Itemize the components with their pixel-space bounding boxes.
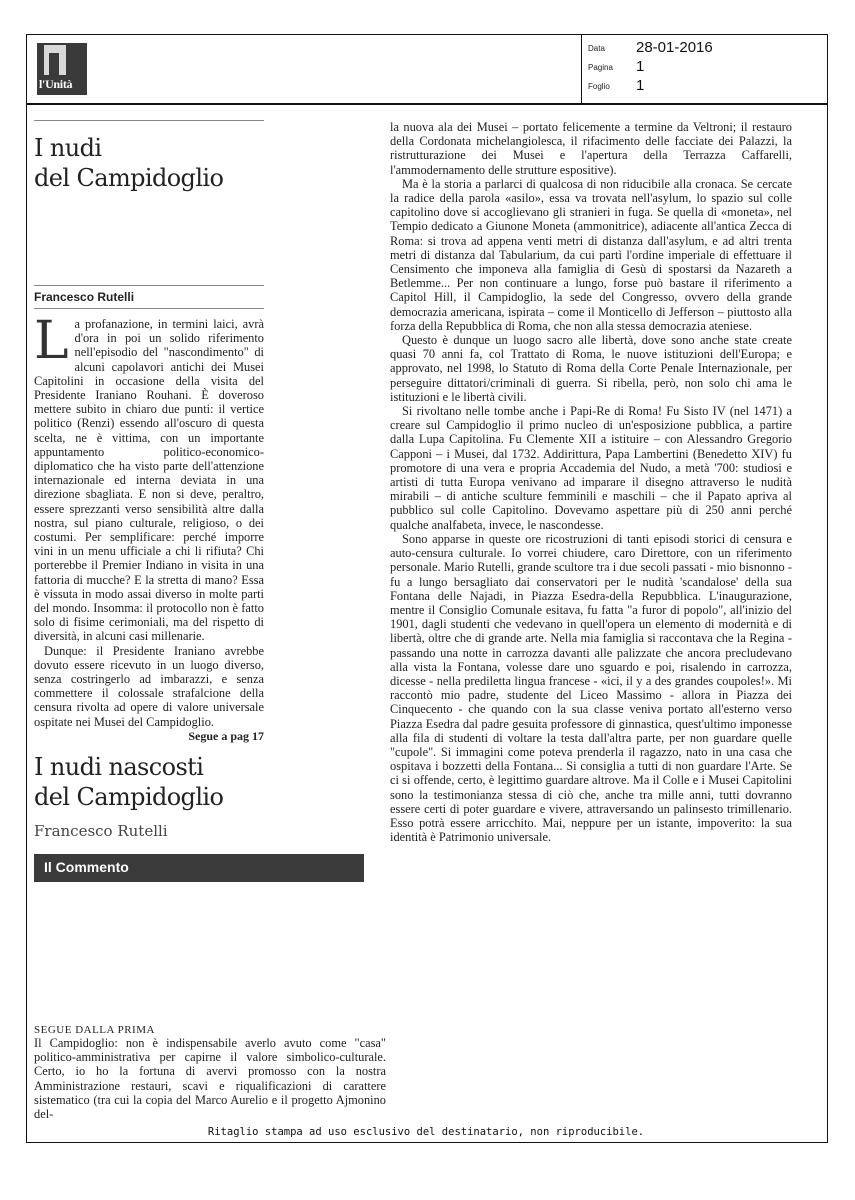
- inside-article-start: [34, 1024, 386, 1121]
- date-value: 28-01-2016: [636, 39, 713, 56]
- author-rule: [34, 285, 264, 286]
- meta-sheet-row: [588, 77, 818, 97]
- logo-text: l'Unità: [39, 77, 73, 91]
- front-paragraph-1: a profanazione, in termini laici, avrà d'ora in poi un solido riferimento nell'episodio del "nascondimento" di alcuni capolavori antichi dei Musei Capitolini in occasione della visita del Presidente Iraniano Rouhani. È doveroso mettere subito in chiaro due punti: il vertice politico (Renzi) essendo all'oscuro di questa scelta, ne è vittima, con un importante appuntamento politico-economico-diplomatico che ha visto parte dell'attenzione internazionale ed interna deviata in una direzione sbagliata. E non si deve, peraltro, essere sprezzanti verso sensibilità altre dalla nostra, sul piano culturale, religioso, o dei costumi. Per semplificare: perché imporre vini in un menu ufficiale a chi li rifiuta? Chi porterebbe il Premier Indiano in visita in una fattoria di mucche? E la stretta di mano? Essa è vissuta in modo assai diverso in molte parti del mondo. Insomma: il protocollo non è fatto solo di fisime cerimoniali, ma del rispetto di diversità, in alcuni casi millenarie.: [34, 317, 264, 644]
- inside-right-paragraph-4: Si rivoltano nelle tombe anche i Papi-Re di Roma! Fu Sisto IV (nel 1471) a creare sul Campidoglio il primo nucleo di un'esposizione pubblica, a partire dalla Lupa Capitolina. Fu Clemente XII a istituire – con Alessandro Gregorio Capponi – i Musei, dal 1732. Addirittura, Papa Lambertini (Benedetto XIV) fu promotore di una vera e propria Accademia del Nudo, a metà '700: studiosi e artisti di tutta Europa venivano ad imparare il disegno attraverso le nudità mirabili – di antiche sculture femminili e maschili – che il Papato apriva al pubblico sul colle Capitolino. Dovevamo aspettare più di 250 anni perché qualche analfabeta, invece, le nascondesse.: [390, 404, 792, 532]
- inside-headline: [34, 752, 264, 812]
- top-rule: [34, 120, 264, 121]
- inside-headline-line2: del Campidoglio: [34, 782, 224, 811]
- page-label: Pagina: [588, 63, 613, 72]
- header-frame: [26, 34, 828, 104]
- front-headline: [34, 133, 264, 193]
- date-label: Data: [588, 44, 605, 53]
- inside-author: Francesco Rutelli: [34, 821, 168, 840]
- front-body: [34, 311, 264, 729]
- front-page-article: [34, 120, 264, 882]
- front-headline-line1: I nudi: [34, 134, 102, 162]
- inside-right-paragraph-3: Questo è dunque un luogo sacro alle libertà, dove sono anche state create quasi 70 anni fa, col Trattato di Roma, le nuove istituzioni dell'Europa; e approvato, nel 1998, lo Statuto di Roma della Corte Penale Internazionale, per perseguire dittatori/criminali di guerra. Si ribella, però, non solo chi ama le istituzioni e le libertà civili.: [390, 333, 792, 404]
- inside-right-paragraph-1: la nuova ala dei Musei – portato felicemente a termine da Veltroni; il restauro della Cordonata michelangiolesca, il rifacimento delle facciate dei Palazzi, la ristrutturazione dei Musei e l'apertura della Terrazza Caffarelli, l'ammodernamento delle strutture espositive).: [390, 120, 792, 177]
- inside-right-paragraph-5: Sono apparse in queste ore ricostruzioni di tanti episodi storici di censura e auto-censura culturale. Io vorrei chiudere, caro Direttore, con un riferimento personale. Mario Rutelli, grande scultore tra i due secoli passati - mio bisnonno - fu a lungo bersagliato dai conservatori per le nudità 'scandalose' della sua Fontana delle Najadi, in Piazza Esedra-della Repubblica. L'inaugurazione, mentre il Consiglio Comunale esitava, fu fatta "a furor di popolo", all'inizio del 1901, dagli studenti che vedevano in quell'opera un elemento di modernità e di libertà, oltre che di grande arte. Nella mia famiglia si raccontava che la Regina - passando una notte in carrozza davanti alle palizzate che ancora precludevano alla vista la Fontana, volesse dare uno sguardo e poi, risalendo in carrozza, dicesse - nella prediletta lingua francese - «ici, il y a des grandes coupoles!». Mi raccontò mio padre, studente del Liceo Massimo - allora in Piazza dei Cinquecento - che quando con la sua classe veniva portato all'esterno verso Piazza Esedra dal padre gesuita professore di ginnastica, quest'ultimo imponesse alla fila di studenti di voltare la testa dall'altra parte, per non guardare quelle "cupole". Si immagini come poteva prenderla il ragazzo, nato in una casa che ospitava i bozzetti della Fontana... Si consiglia a tutti di non guardare l'Arte. Se ci si offende, certo, è legittimo guardare altrove. Ma il Colle e i Musei Capitolini sono la testimonianza stessa di ciò che, anche tra mille anni, tutti dovranno essere certi di poter guardare e vivere, attraversando un palinsesto trimillenario. Esso potrà essere arricchito. Mai, neppure per un istante, impoverito: la sua identità è Patrimonio universale.: [390, 531, 792, 845]
- clipping-meta: [581, 35, 828, 103]
- meta-date-row: [588, 39, 818, 59]
- inside-article-continuation: [390, 120, 792, 844]
- footer-disclaimer: Ritaglio stampa ad uso esclusivo del destinatario, non riproducibile.: [207, 1126, 645, 1138]
- section-banner-label: Il Commento: [44, 858, 129, 875]
- sheet-label: Foglio: [588, 82, 610, 91]
- section-banner: [34, 854, 364, 882]
- inside-right-paragraph-2: Ma è la storia a parlarci di qualcosa di non riducibile alla cronaca. Se cercate la radice della parola «asilo», essa va trovata nell'asylum, lo spazio sul colle capitolino dove si accoglievano gli stranieri in fuga. Se quella di «moneta», nel Tempio dedicato a Giunone Moneta (ammonitrice), adiacente all'antica Zecca di Roma: si trova ad appena venti metri di distanza dall'asylum, e ad altri trenta metri di distanza dal Tabularium, da cui partì l'ordine imperiale di effettuare il Censimento che imponeva alla famiglia di Gesù di spostarsi da Nazareth a Betlemme... Per non continuare a lungo, forse può bastare il riferimento a Capitol Hill, il Campidoglio, la sede del Congresso, ovvero della grande democrazia americana, ispirata – come il Monticello di Jefferson – piuttosto alla forza della Repubblica di Roma, che non alla stessa democrazia ateniese.: [390, 176, 792, 333]
- segue-dalla-prima: SEGUE DALLA PRIMA: [34, 1024, 155, 1036]
- front-author: Francesco Rutelli: [34, 290, 135, 304]
- inside-left-paragraph: Il Campidoglio: non è indispensabile averlo avuto come "casa" politico-amministrativa per capirne il valore simbolico-culturale. Certo, io ho la fortuna di avervi promosso con la nostra Amministrazione restauri, scavi e riqualificazioni di carattere sistematico (tra cui la copia del Marco Aurelio e il progetto Ajmonino del-: [34, 1036, 386, 1122]
- continue-link[interactable]: Segue a pag 17: [188, 728, 264, 743]
- meta-page-row: [588, 58, 818, 78]
- logo-emblem-stem: [49, 53, 59, 75]
- front-paragraph-2: Dunque: il Presidente Iraniano avrebbe dovuto essere ricevuto in un luogo diverso, senza costringerlo ad imbarazzi, e senza commettere il colossale strafalcione della censura rivolta ad opere di valore universale ospitate nei Musei del Campidoglio.: [34, 643, 264, 729]
- dropcap: L: [34, 311, 69, 371]
- author-rule-bottom: [34, 308, 264, 309]
- sheet-value: 1: [636, 77, 645, 94]
- clipping-footer: [26, 1126, 826, 1141]
- newspaper-logo: [37, 43, 87, 95]
- inside-headline-line1: I nudi nascosti: [34, 752, 204, 781]
- page-value: 1: [636, 58, 645, 75]
- front-headline-line2: del Campidoglio: [34, 164, 224, 192]
